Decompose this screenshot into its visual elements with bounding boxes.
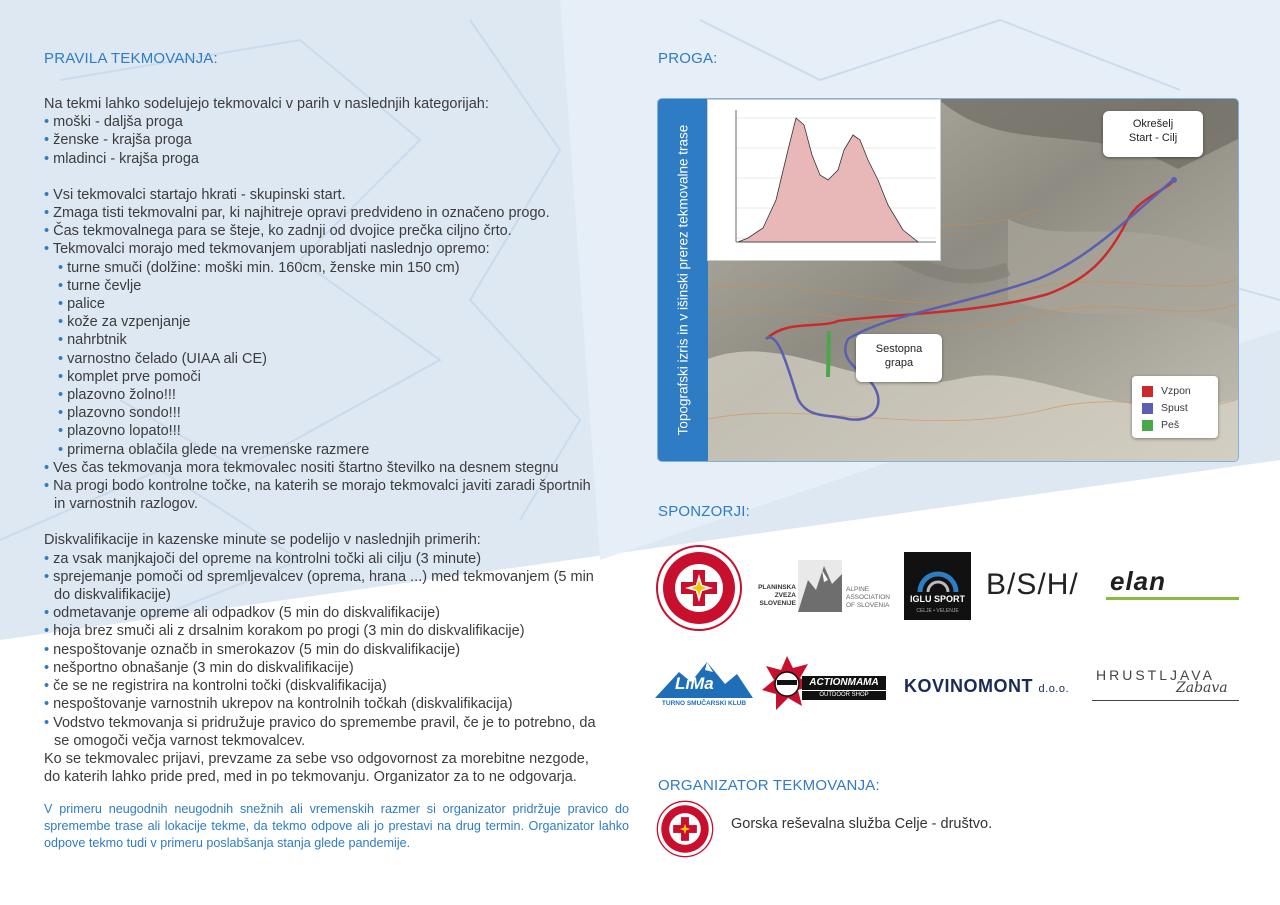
equipment-item: • turne smuči (dolžine: moški min. 160cm, ženske min 150 cm) [58,259,460,276]
penalty-item: • nespoštovanje varnostnih ukrepov na kontrolnih točkah (diskvalifikacija) [44,696,513,713]
lima-logo: LiMa TURNO SMUČARSKI KLUB [655,658,753,710]
weather-note: V primeru neugodnih neugodnih snežnih ali vremenskih razmer si organizator pridržuje pravico do spremembe trase ali lokacije tekme, da tekmo odpove ali jo prestavi na drug termin. Organizator lahko odpove tekmo tudi v primeru poslabšanja stanja glede pandemije. [44,802,629,850]
hrustljava-underline [1092,700,1239,701]
rule-item: • Čas tekmovalnega para se šteje, ko zadnji od dvojice prečka ciljno črto. [44,223,512,240]
penalty-item: • odmetavanje opreme ali odpadkov (5 min do diskvalifikacije) [44,605,440,622]
legend-item: Vzpon [1142,384,1191,398]
map-legend [1132,376,1218,438]
rules-intro: Na tekmi lahko sodelujejo tekmovalci v parih v naslednjih kategorijah: [44,96,489,112]
rules-body [44,95,634,786]
equipment-item: • plazovno žolno!!! [58,387,176,404]
actionmama-logo: ACTIONMAMA OUTDOOR SHOP [762,656,886,714]
rule-item: • Na progi bodo kontrolne točke, na katerih se morajo tekmovalci javiti zaradi športnih [44,478,591,495]
category-item: • mladinci - krajša proga [44,150,199,167]
pzs-logo: PLANINSKA ZVEZA SLOVENIJE ALPINE ASSOCIATION OF SLOVENIA [752,560,892,620]
elevation-profile [707,99,941,261]
legend-swatch-descent [1142,403,1153,414]
course-title: PROGA: [658,50,718,67]
penalty-intro: Diskvalifikacije in kazenske minute se podelijo v naslednjih primerih: [44,532,481,549]
kovinomont-logo: KOVINOMONT d.o.o. [904,676,1070,696]
equipment-item: • varnostno čelado (UIAA ali CE) [58,350,267,367]
penalty-item: • sprejemanje pomoči od spremljevalcev (oprema, hrana ...) med tekmovanjem (5 min [44,568,594,585]
equipment-item: • plazovno lopato!!! [58,423,181,440]
rule-item-continued: in varnostnih razlogov. [54,496,199,513]
penalty-item: • nešportno obnašanje (3 min do diskvalifikacije) [44,659,354,676]
legend-item: Spust [1142,401,1188,415]
rule-item: • Ves čas tekmovanja mora tekmovalec nositi štartno številko na desnem stegnu [44,459,559,476]
equipment-item: • nahrbtnik [58,332,127,349]
rule-item: • Zmaga tisti tekmovalni par, ki najhitreje opravi predvideno in označeno progo. [44,205,550,222]
mountain-icon [798,560,842,612]
equipment-item: • komplet prve pomoči [58,368,201,385]
penalty-item-continued: se omogoči večja varnost tekmovalcev. [54,732,306,749]
iglu-arc-icon [916,558,960,594]
equipment-item: • palice [58,296,105,313]
bsh-logo: B/S/H/ [986,568,1079,601]
organizer-name: Gorska reševalna služba Celje - društvo. [731,816,993,832]
closing-text: do katerih lahko pride pred, med in po tekmovanju. Organizator za to ne odgovarja. [44,769,577,786]
penalty-item-continued: do diskvalifikacije) [54,587,171,604]
penalty-item: • če se ne registrira na kontrolni točki (diskvalifikacija) [44,678,387,695]
rule-item: • Tekmovalci morajo med tekmovanjem uporabljati naslednjo opremo: [44,241,490,258]
penalty-item: • Vodstvo tekmovanja si pridružuje pravico do spremembe pravil, če je to potrebno, da [44,714,596,731]
equipment-item: • primerna oblačila glede na vremenske razmere [58,441,370,458]
map-side-label: Topografski izris in v išinski prerez tekmovalne trase [675,124,691,436]
callout-descent-gully: Sestopna grapa [856,334,942,382]
legend-item: Peš [1142,418,1179,432]
legend-swatch-walk [1142,420,1153,431]
callout-start: Okrešelj Start - Cilj [1103,111,1203,157]
closing-text: Ko se tekmovalec prijavi, prevzame za sebe vso odgovornost za morebitne nezgode, [44,750,589,767]
category-item: • moški - daljša proga [44,114,183,131]
iglu-sport-logo: IGLU SPORT CELJE • VELENJE [904,552,971,620]
organizer-title: ORGANIZATOR TEKMOVANJA: [658,777,880,794]
equipment-item: • kože za vzpenjanje [58,314,191,331]
hrustljava-zabava-script: Zabava [1176,680,1228,696]
elan-logo: elan [1110,566,1167,596]
category-item: • ženske - krajša proga [44,132,192,149]
sponsors-title: SPONZORJI: [658,503,751,520]
rules-title: PRAVILA TEKMOVANJA: [44,50,218,67]
penalty-item: • nespoštovanje označb in smerokazov (5 min do diskvalifikacije) [44,641,461,658]
equipment-item: • plazovno sondo!!! [58,405,181,422]
equipment-item: • turne čevlje [58,277,142,294]
penalty-item: • hoja brez smuči ali z drsalnim korakom po progi (3 min do diskvalifikacije) [44,623,525,640]
legend-swatch-ascent [1142,386,1153,397]
grs-celje-logo [655,544,743,632]
rule-item: • Vsi tekmovalci startajo hkrati - skupinski start. [44,186,346,203]
map-side-bar [658,99,708,461]
hrustljava-logo: HRUSTLJAVA [1096,667,1215,683]
elan-underline [1106,597,1239,600]
walk-route [828,331,829,377]
organizer-grs-logo [656,800,714,858]
penalty-item: • za vsak manjkajoči del opreme na kontrolni točki ali cilju (3 minute) [44,550,482,567]
